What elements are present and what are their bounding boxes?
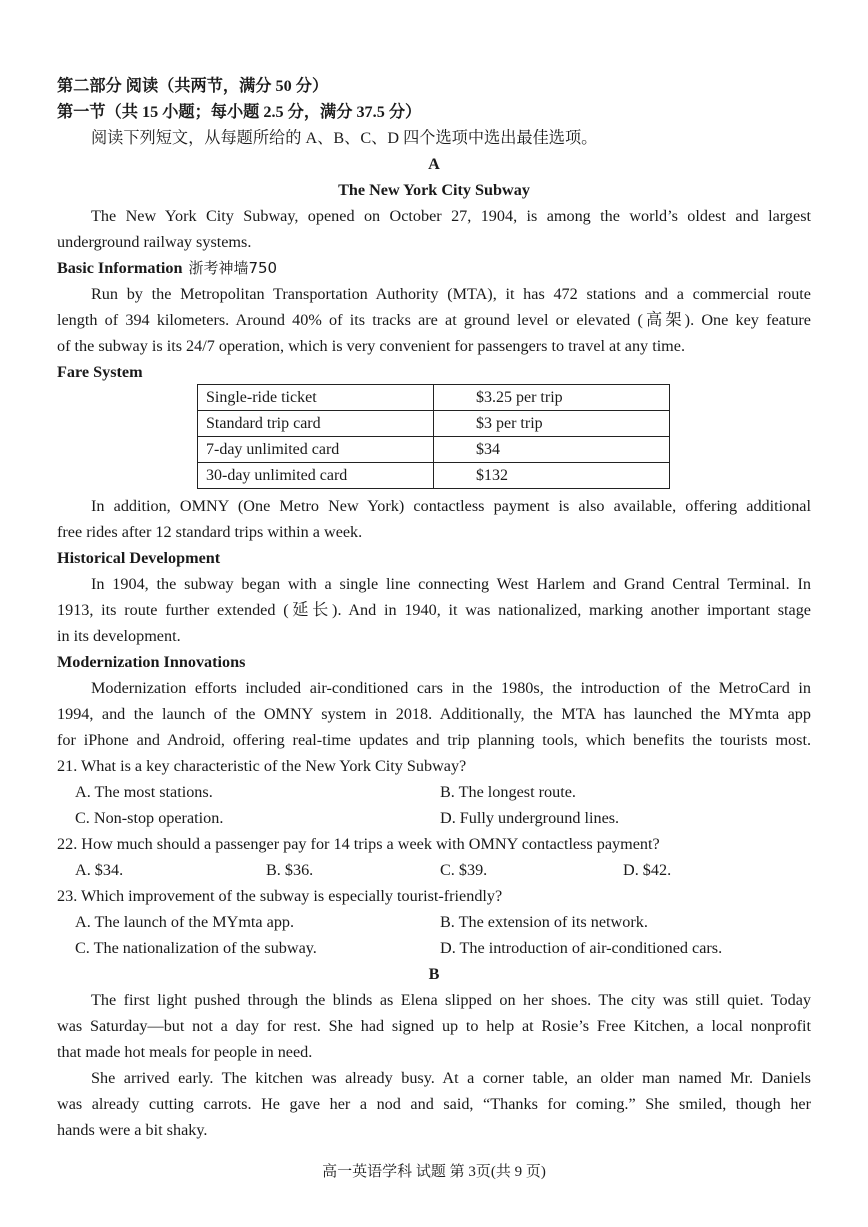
- question-23-option-a: A. The launch of the MYmta app.: [75, 913, 295, 931]
- question-21-option-c: C. Non-stop operation.: [75, 809, 224, 827]
- fare-price-cell: $34: [434, 437, 670, 463]
- question-23-option-c: C. The nationalization of the subway.: [75, 939, 317, 957]
- modernization-heading: Modernization Innovations: [57, 653, 246, 671]
- page-footer: 高一英语学科 试题 第 3页(共 9 页): [322, 1164, 546, 1180]
- question-21-option-a: A. The most stations.: [75, 783, 213, 801]
- question-22-option-a: A. $34.: [75, 861, 124, 879]
- fare-table: [197, 384, 670, 489]
- section-heading: 第一节（共 15 小题；每小题 2.5 分，满分 37.5 分）: [57, 103, 422, 121]
- fare-price-cell: $3.25 per trip: [434, 385, 670, 411]
- basic-info-line: length of 394 kilometers. Around 40% of its tracks are at ground level or elevated (高架). One key feature: [57, 311, 811, 329]
- passage-b-line: The first light pushed through the blinds as Elena slipped on her shoes. The city was still quiet. Today: [91, 991, 811, 1009]
- passage-b-line: hands were a bit shaky.: [57, 1121, 208, 1139]
- history-line: in its development.: [57, 627, 181, 645]
- basic-info-line: of the subway is its 24/7 operation, which is very convenient for passengers to travel at any time.: [57, 337, 686, 355]
- question-21-option-b: B. The longest route.: [440, 783, 576, 801]
- question-21-option-d: D. Fully underground lines.: [440, 809, 620, 827]
- fare-price-cell: $3 per trip: [434, 411, 670, 437]
- table-row: [198, 385, 670, 411]
- passage-b-line: was Saturday—but not a day for rest. She had signed up to help at Rosie’s Free Kitchen, a local nonprofit: [57, 1017, 811, 1035]
- table-row: [198, 437, 670, 463]
- fare-type-cell: 7-day unlimited card: [198, 437, 434, 463]
- fare-type-cell: 30-day unlimited card: [198, 463, 434, 489]
- instruction: 阅读下列短文，从每题所给的 A、B、C、D 四个选项中选出最佳选项。: [91, 129, 598, 147]
- passage-a-letter: A: [428, 155, 440, 173]
- question-21-stem: 21. What is a key characteristic of the New York City Subway?: [57, 757, 467, 775]
- fare-system-heading: Fare System: [57, 363, 143, 381]
- fare-type-cell: Single-ride ticket: [198, 385, 434, 411]
- watermark: 浙考神墙750: [188, 259, 278, 277]
- passage-b-line: that made hot meals for people in need.: [57, 1043, 313, 1061]
- passage-b-line: She arrived early. The kitchen was already busy. At a corner table, an older man named Mr. Daniels: [91, 1069, 811, 1087]
- intro-line: The New York City Subway, opened on October 27, 1904, is among the world’s oldest and largest: [91, 207, 811, 225]
- part-heading: 第二部分 阅读（共两节，满分 50 分）: [57, 77, 329, 95]
- history-line: 1913, its route further extended (延长). And in 1940, it was nationalized, marking another important stage: [57, 601, 811, 619]
- modernization-line: for iPhone and Android, offering real-time updates and trip planning tools, which benefits the tourists most.: [57, 731, 811, 749]
- basic-info-heading: Basic Information: [57, 259, 183, 277]
- basic-info-line: Run by the Metropolitan Transportation Authority (MTA), it has 472 stations and a commercial route: [91, 285, 811, 303]
- passage-a-title: The New York City Subway: [338, 181, 530, 199]
- question-23-option-b: B. The extension of its network.: [440, 913, 648, 931]
- intro-line: underground railway systems.: [57, 233, 252, 251]
- modernization-line: Modernization efforts included air-conditioned cars in the 1980s, the introduction of the MetroCard in: [91, 679, 811, 697]
- passage-b-letter: B: [428, 965, 440, 983]
- fare-text-line: free rides after 12 standard trips within a week.: [57, 523, 363, 541]
- fare-text-line: In addition, OMNY (One Metro New York) contactless payment is also available, offering additional: [91, 497, 811, 515]
- question-22-option-d: D. $42.: [623, 861, 672, 879]
- question-23-stem: 23. Which improvement of the subway is especially tourist-friendly?: [57, 887, 503, 905]
- table-row: [198, 411, 670, 437]
- question-22-option-c: C. $39.: [440, 861, 488, 879]
- modernization-line: 1994, and the launch of the OMNY system in 2018. Additionally, the MTA has launched the MYmta app: [57, 705, 811, 723]
- passage-b-line: was already cutting carrots. He gave her a nod and said, “Thanks for coming.” She smiled, though her: [57, 1095, 811, 1113]
- table-row: [198, 463, 670, 489]
- history-line: In 1904, the subway began with a single line connecting West Harlem and Grand Central Terminal. In: [91, 575, 811, 593]
- question-23-option-d: D. The introduction of air-conditioned cars.: [440, 939, 723, 957]
- question-22-stem: 22. How much should a passenger pay for 14 trips a week with OMNY contactless payment?: [57, 835, 660, 853]
- history-heading: Historical Development: [57, 549, 221, 567]
- fare-type-cell: Standard trip card: [198, 411, 434, 437]
- fare-price-cell: $132: [434, 463, 670, 489]
- basic-info-heading-row: [57, 257, 811, 279]
- question-22-option-b: B. $36.: [266, 861, 314, 879]
